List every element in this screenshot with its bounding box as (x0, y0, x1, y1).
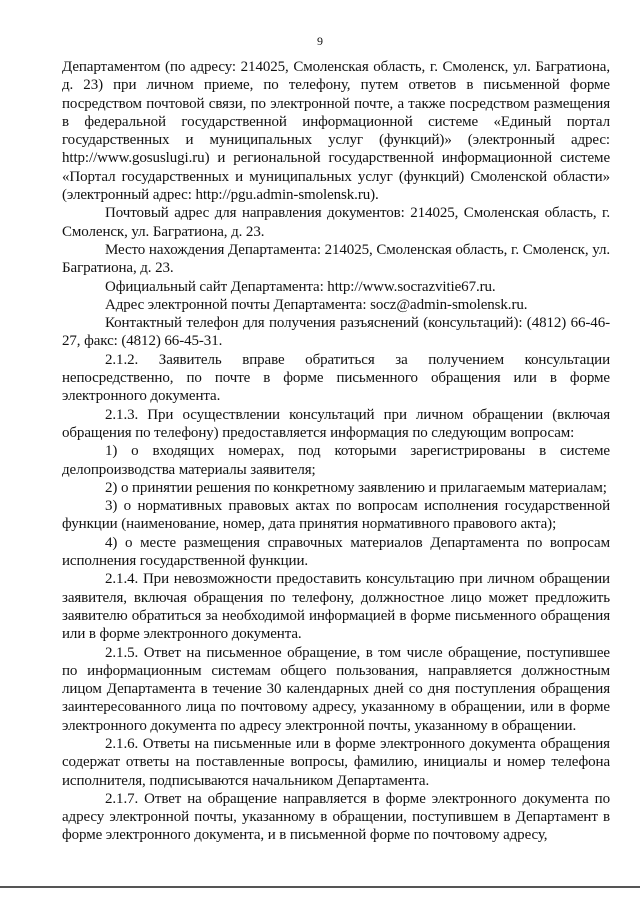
paragraph: Департаментом (по адресу: 214025, Смоленская область, г. Смоленск, ул. Багратиона, д. 23) при личном приеме, по телефону, путем ответов в письменной форме посредством почтовой связи, по электронной почте, а также посредством размещения в федеральной государственной информационной системе «Единый портал государственных и муниципальных услуг (функций)» (электронный адрес: http://www.gosuslugi.ru) и региональной государственной информационной системе «Портал государственных и муниципальных услуг (функций) Смоленской области» (электронный адрес: http://pgu.admin-smolensk.ru). (62, 59, 610, 204)
paragraph: 2.1.3. При осуществлении консультаций при личном обращении (включая обращения по телефону) предоставляется информация по следующим вопросам: (62, 406, 610, 441)
paragraph: 2.1.2. Заявитель вправе обратиться за получением консультации непосредственно, по почте в форме письменного обращения или в форме электронного документа. (62, 351, 610, 405)
page-number: 9 (317, 34, 323, 48)
paragraph: 2.1.5. Ответ на письменное обращение, в том числе обращение, поступившее по информационным системам общего пользования, направляется должностным лицом Департамента в течение 30 календарных дней со дня поступления обращения заинтересованного лица по почтовому адресу, указанному в обращении, или в форме электронного документа по адресу электронной почты, указанному в обращении. (62, 644, 610, 734)
paragraph: 2.1.7. Ответ на обращение направляется в форме электронного документа по адресу электронной почты, указанному в обращении, поступившем в Департамент в форме электронного документа, и в письменной форме по почтовому адресу, (62, 790, 610, 844)
paragraph: Контактный телефон для получения разъяснений (консультаций): (4812) 66-46-27, факс: (4812) 66-45-31. (62, 315, 610, 350)
document-body (62, 58, 610, 845)
paragraph: 4) о месте размещения справочных материалов Департамента по вопросам исполнения государственной функции. (62, 534, 610, 570)
paragraph: Почтовый адрес для направления документов: 214025, Смоленская область, г. Смоленск, ул. Багратиона, д. 23. (62, 205, 610, 240)
paragraph: 2.1.4. При невозможности предоставить консультацию при личном обращении заявителя, включая обращения по телефону, должностное лицо может предложить заявителю обратиться за необходимой информацией в форме письменного обращения или в форме электронного документа. (62, 571, 610, 643)
paragraph: Официальный сайт Департамента: http://www.socrazvitie67.ru. (105, 278, 496, 295)
paragraph: Место нахождения Департамента: 214025, Смоленская область, г. Смоленск, ул. Багратиона, д. 23. (62, 241, 610, 277)
paragraph: 3) о нормативных правовых актах по вопросам исполнения государственной функции (наименование, номер, дата принятия нормативного правового акта); (62, 498, 610, 533)
paragraph: 1) о входящих номерах, под которыми зарегистрированы в системе делопроизводства материалы заявителя; (62, 443, 610, 478)
paragraph: Адрес электронной почты Департамента: socz@admin-smolensk.ru. (105, 296, 528, 313)
paragraph: 2) о принятии решения по конкретному заявлению и прилагаемым материалам; (105, 479, 607, 496)
paragraph: 2.1.6. Ответы на письменные или в форме электронного документа обращения содержат ответы на поставленные вопросы, фамилию, инициалы и номер телефона исполнителя, подписываются начальником Департамента. (62, 735, 610, 789)
page-bottom-edge (0, 886, 640, 888)
